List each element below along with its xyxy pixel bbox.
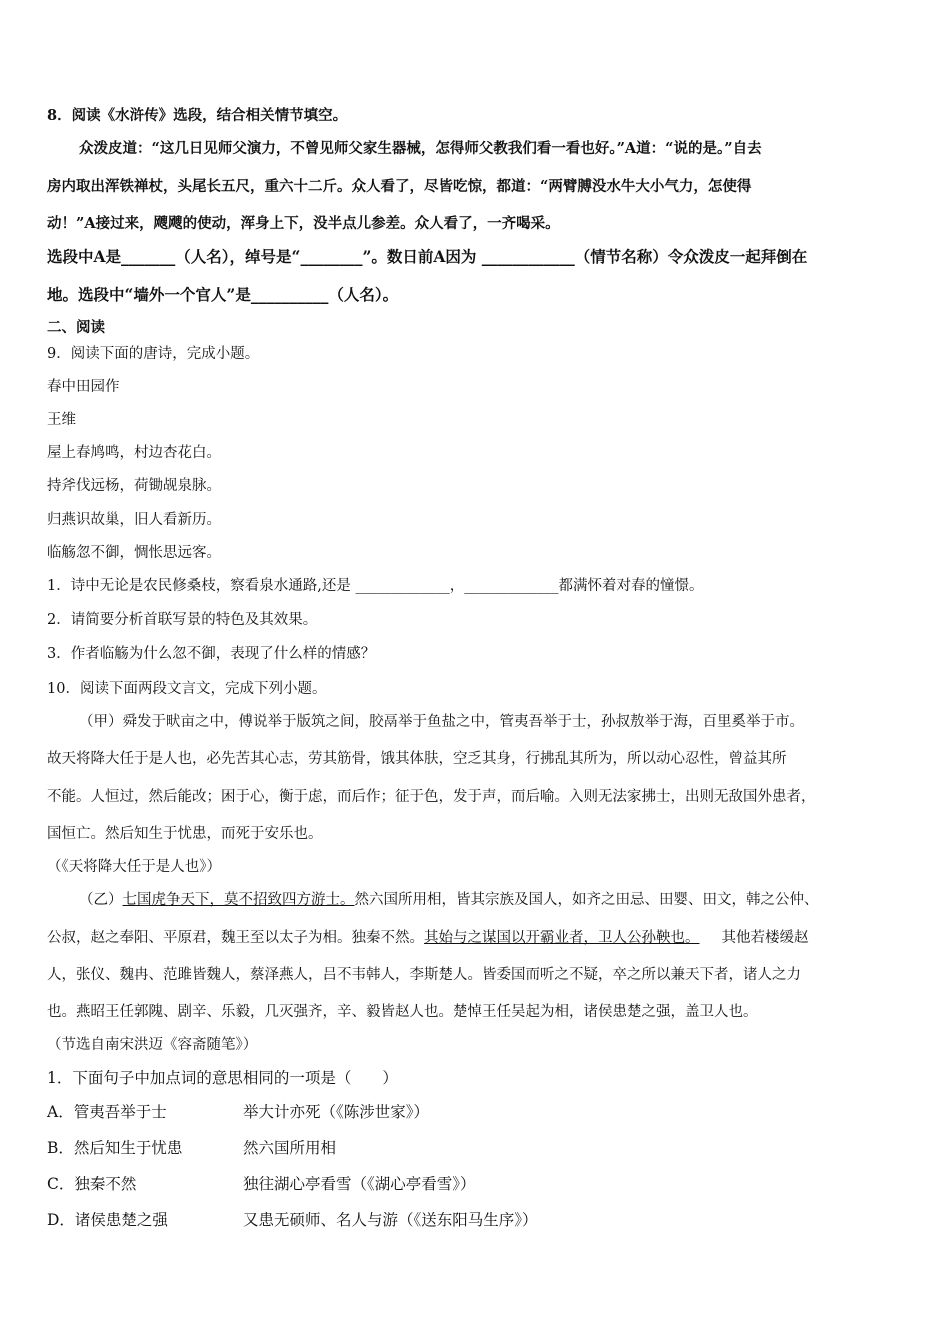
yi-line-2-rest: 其他若楼缓赵 <box>721 930 809 946</box>
q8-title: 8．阅读《水浒传》选段，结合相关情节填空。 <box>47 107 348 124</box>
q10-title: 10．阅读下面两段文言文，完成下列小题。 <box>47 681 327 697</box>
passage-jia-line-3: 不能。人恒过，然后能改；困于心，衡于虑，而后作；征于色，发于声，而后喻。入则无法家拂士，出则无敌国外患者， <box>47 789 816 805</box>
section-2-title: 二、阅读 <box>47 319 105 336</box>
passage-yi-source: （节选自南宋洪迈《容斋随笔》） <box>47 1037 258 1053</box>
option-a-left: A．管夷吾举于士 <box>47 1103 167 1121</box>
q9-subquestion-2: 2．请简要分析首联写景的特色及其效果。 <box>47 612 318 628</box>
q8-passage-line-3: 动！”A接过来，飕飕的使动，浑身上下，没半点儿参差。众人看了，一齐喝采。 <box>47 215 560 232</box>
q8-question-line-2: 地。选段中“墙外一个官人”是__________（人名）。 <box>47 285 399 304</box>
option-d-left: D．诸侯患楚之强 <box>47 1211 168 1229</box>
option-c-left: C．独秦不然 <box>47 1175 137 1193</box>
poem-title: 春中田园作 <box>47 379 120 395</box>
passage-jia-source: （《天将降大任于是人也》） <box>47 859 221 875</box>
poem-line: 临觞忽不御，惆怅思远客。 <box>47 545 221 561</box>
option-c-right: 独往湖心亭看雪（《湖心亭看雪》） <box>243 1175 476 1193</box>
q8-passage-line-2: 房内取出浑铁禅杖，头尾长五尺，重六十二斤。众人看了，尽皆吃惊，都道：“两臂膊没水牛大小气力，怎使得 <box>47 178 752 195</box>
passage-yi-line-1 <box>79 888 819 909</box>
underlined-sentence-2: 其始与之谋国以开霸业者，卫人公孙鞅也。 <box>424 930 700 946</box>
option-a <box>47 1100 167 1122</box>
passage-jia-line-4: 国恒亡。然后知生于忧患，而死于安乐也。 <box>47 826 323 842</box>
poem-line: 持斧伐远杨，荷锄觇泉脉。 <box>47 478 221 494</box>
yi-prefix: （乙） <box>79 892 123 908</box>
q8-question-line-1: 选段中A是_______（人名），绰号是“________”。数日前A因为 ____________（情节名称）令众泼皮一起拜倒在 <box>47 247 808 266</box>
passage-jia-line-1: （甲）舜发于畎亩之中，傅说举于版筑之间，胶鬲举于鱼盐之中，管夷吾举于士，孙叔敖举于海，百里奚举于市。 <box>79 714 804 730</box>
option-b-right: 然六国所用相 <box>243 1139 337 1157</box>
q8-passage-line-1: 众泼皮道：“这几日见师父演力，不曾见师父家生器械，怎得师父教我们看一看也好。”A道：“说的是。”自去 <box>79 140 762 157</box>
q10-subquestion-1: 1．下面句子中加点词的意思相同的一项是（ ） <box>47 1069 398 1087</box>
poem-line: 屋上春鸠鸣，村边杏花白。 <box>47 445 221 461</box>
yi-line-1-rest: 然六国所用相，皆其宗族及国人，如齐之田忌、田婴、田文，韩之公仲、 <box>354 892 819 908</box>
q9-subquestion-1: 1．诗中无论是农民修桑枝，察看泉水通路,还是 _____________，_____________都满怀着对春的憧憬。 <box>47 578 704 594</box>
passage-jia-line-2: 故天将降大任于是人也，必先苦其心志，劳其筋骨，饿其体肤，空乏其身，行拂乱其所为，所以动心忍性，曾益其所 <box>47 751 787 767</box>
option-b-left: B．然后知生于忧患 <box>47 1139 183 1157</box>
yi-line-2-start: 公叔，赵之奉阳、平原君，魏王至以太子为相。独秦不然。 <box>47 930 424 946</box>
option-a-right: 举大计亦死（《陈涉世家》） <box>243 1103 430 1121</box>
poem-line: 归燕识故巢，旧人看新历。 <box>47 512 221 528</box>
underlined-sentence-1: 七国虎争天下，莫不招致四方游士。 <box>122 892 355 908</box>
passage-yi-line-3: 人，张仪、魏冉、范雎皆魏人，蔡泽燕人，吕不韦韩人，李斯楚人。皆委国而听之不疑，卒之所以兼天下者，诸人之力 <box>47 967 801 983</box>
passage-yi-line-4: 也。燕昭王任郭隗、剧辛、乐毅，几灭强齐，辛、毅皆赵人也。楚悼王任吴起为相，诸侯患楚之强，盖卫人也。 <box>47 1004 758 1020</box>
poem-author: 王维 <box>47 412 76 428</box>
q9-title: 9．阅读下面的唐诗，完成小题。 <box>47 346 260 362</box>
passage-yi-line-2 <box>47 926 809 947</box>
q9-subquestion-3: 3．作者临觞为什么忽不御，表现了什么样的情感？ <box>47 646 376 662</box>
option-d-right: 又患无硕师、名人与游（《送东阳马生序》） <box>243 1211 538 1229</box>
